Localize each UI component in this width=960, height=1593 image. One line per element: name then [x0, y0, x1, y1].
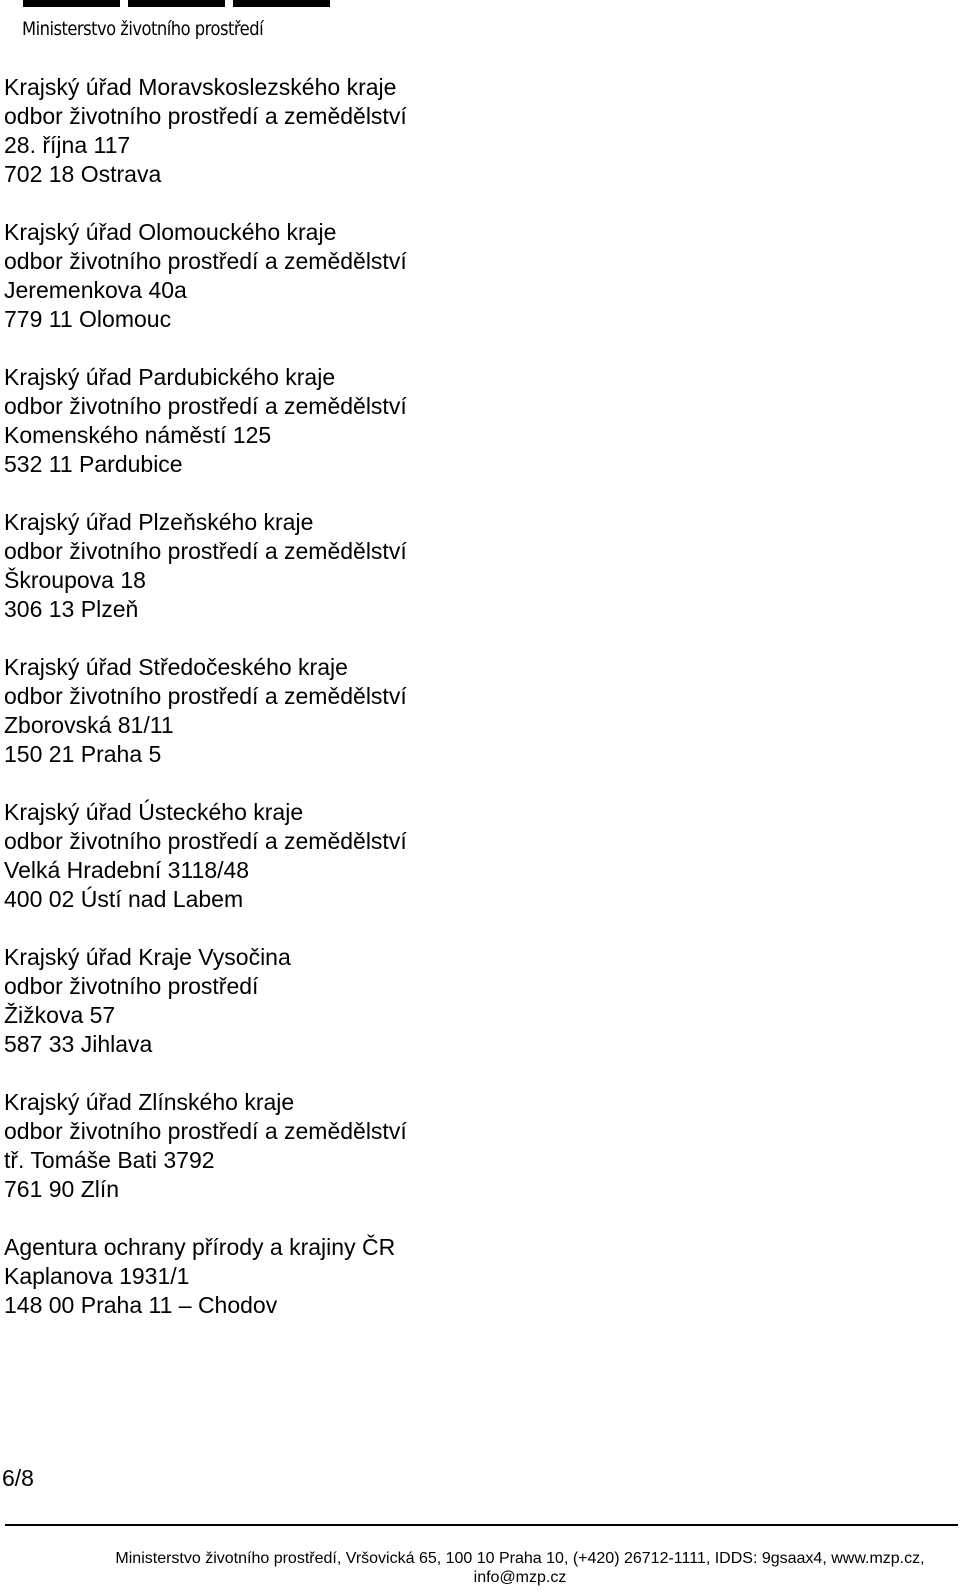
- address-institution: Krajský úřad Plzeňského kraje: [4, 509, 314, 535]
- address-line: Velká Hradební 3118/48: [4, 857, 250, 883]
- address-line: tř. Tomáše Bati 3792: [4, 1147, 215, 1173]
- address-line: odbor životního prostředí a zemědělství: [4, 103, 407, 129]
- address-line: 702 18 Ostrava: [4, 161, 162, 187]
- address-block: [4, 363, 407, 479]
- address-line: odbor životního prostředí a zemědělství: [4, 1118, 407, 1144]
- address-block: [4, 943, 407, 1059]
- address-line: Zborovská 81/11: [4, 712, 174, 738]
- address-institution: Krajský úřad Pardubického kraje: [4, 364, 336, 390]
- header-bar-3: [233, 0, 330, 7]
- address-line: Žižkova 57: [4, 1002, 116, 1028]
- address-line: odbor životního prostředí: [4, 973, 259, 999]
- address-institution: Krajský úřad Ústeckého kraje: [4, 799, 304, 825]
- address-line: 400 02 Ústí nad Labem: [4, 886, 244, 912]
- address-block: [4, 508, 407, 624]
- address-line: Komenského náměstí 125: [4, 422, 272, 448]
- address-line: Kaplanova 1931/1: [4, 1263, 190, 1289]
- footer-email-link[interactable]: info@mzp.cz: [473, 1569, 567, 1586]
- address-line: 150 21 Praha 5: [4, 741, 162, 767]
- address-institution: Krajský úřad Olomouckého kraje: [4, 219, 337, 245]
- address-block: [4, 1088, 407, 1204]
- address-institution: Krajský úřad Kraje Vysočina: [4, 944, 291, 970]
- address-line: Jeremenkova 40a: [4, 277, 187, 303]
- header-bar-1: [23, 0, 120, 7]
- address-institution: Krajský úřad Středočeského kraje: [4, 654, 348, 680]
- address-block: [4, 798, 407, 914]
- address-line: 779 11 Olomouc: [4, 306, 172, 332]
- page-number: 6/8: [2, 1465, 34, 1491]
- address-line: 148 00 Praha 11 – Chodov: [4, 1292, 278, 1318]
- address-institution: Agentura ochrany přírody a krajiny ČR: [4, 1234, 396, 1260]
- address-line: 761 90 Zlín: [4, 1176, 120, 1202]
- header-bar-2: [128, 0, 225, 7]
- address-line: odbor životního prostředí a zemědělství: [4, 683, 407, 709]
- address-block: [4, 653, 407, 769]
- footer: [80, 1549, 960, 1587]
- address-block: [4, 218, 407, 334]
- ministry-logo: Ministerstvo životního prostředí: [22, 18, 264, 40]
- header-decorative-bars: [23, 0, 330, 7]
- address-institution: Krajský úřad Moravskoslezského kraje: [4, 74, 397, 100]
- address-line: odbor životního prostředí a zemědělství: [4, 538, 407, 564]
- address-line: 532 11 Pardubice: [4, 451, 183, 477]
- address-line: odbor životního prostředí a zemědělství: [4, 248, 407, 274]
- address-line: odbor životního prostředí a zemědělství: [4, 828, 407, 854]
- address-line: 306 13 Plzeň: [4, 596, 139, 622]
- address-institution: Krajský úřad Zlínského kraje: [4, 1089, 295, 1115]
- address-block: [4, 1233, 407, 1320]
- address-line: odbor životního prostředí a zemědělství: [4, 393, 407, 419]
- address-line: 28. října 117: [4, 132, 131, 158]
- address-line: 587 33 Jihlava: [4, 1031, 153, 1057]
- address-line: Škroupova 18: [4, 567, 146, 593]
- footer-divider: [5, 1524, 958, 1526]
- footer-contact-line: Ministerstvo životního prostředí, Vršovická 65, 100 10 Praha 10, (+420) 26712-1111, IDDS: 9gsaax4, www.mzp.cz,: [115, 1550, 925, 1567]
- address-block: [4, 73, 407, 189]
- address-list: [4, 73, 407, 1349]
